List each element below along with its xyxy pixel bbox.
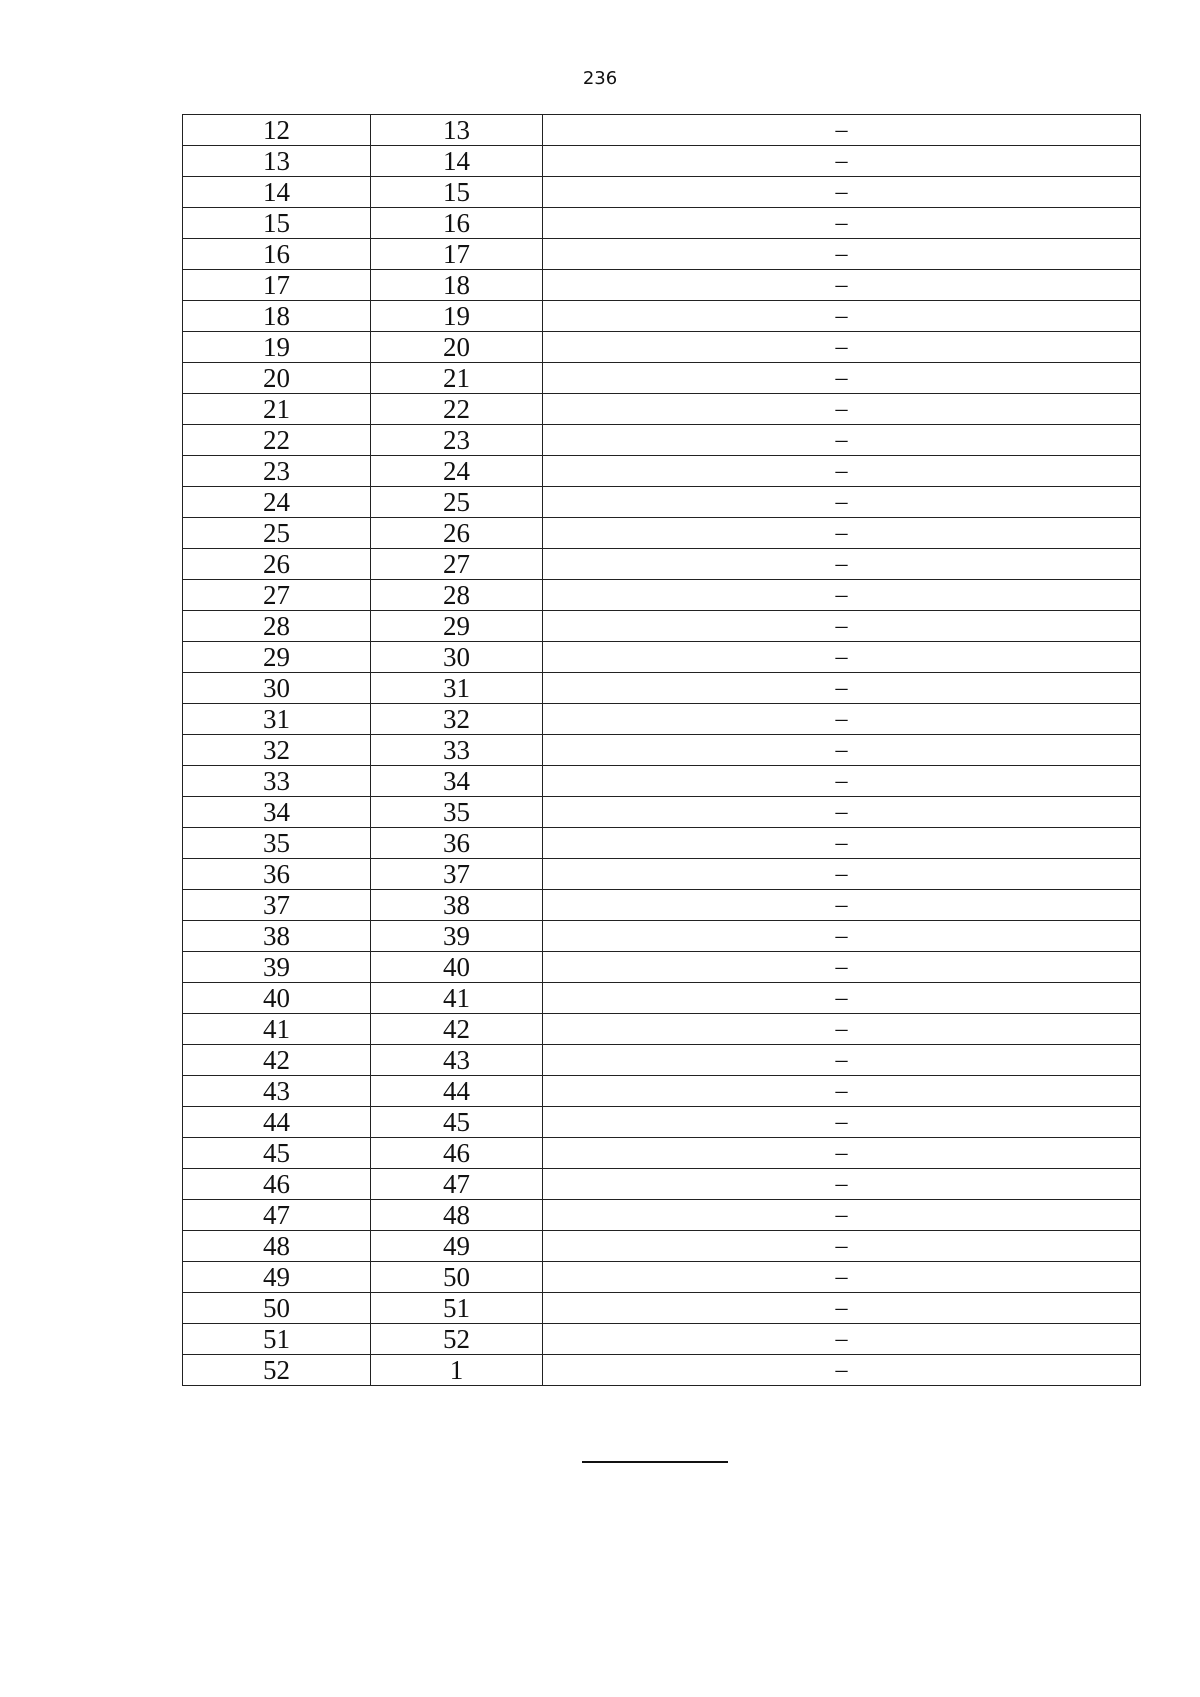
table-row bbox=[183, 1138, 1141, 1169]
dash-cell: – bbox=[543, 456, 1141, 487]
from-cell: 45 bbox=[183, 1138, 371, 1169]
from-cell: 38 bbox=[183, 921, 371, 952]
from-cell: 24 bbox=[183, 487, 371, 518]
dash-cell: – bbox=[543, 1107, 1141, 1138]
from-cell: 40 bbox=[183, 983, 371, 1014]
to-cell: 33 bbox=[371, 735, 543, 766]
dash-cell: – bbox=[543, 580, 1141, 611]
table-row bbox=[183, 1355, 1141, 1386]
dash-cell: – bbox=[543, 1169, 1141, 1200]
to-cell: 37 bbox=[371, 859, 543, 890]
from-cell: 15 bbox=[183, 208, 371, 239]
to-cell: 19 bbox=[371, 301, 543, 332]
table-row bbox=[183, 1200, 1141, 1231]
from-cell: 44 bbox=[183, 1107, 371, 1138]
to-cell: 36 bbox=[371, 828, 543, 859]
from-cell: 26 bbox=[183, 549, 371, 580]
table-row bbox=[183, 1169, 1141, 1200]
to-cell: 46 bbox=[371, 1138, 543, 1169]
from-cell: 13 bbox=[183, 146, 371, 177]
table-row bbox=[183, 146, 1141, 177]
dash-cell: – bbox=[543, 487, 1141, 518]
dash-cell: – bbox=[543, 766, 1141, 797]
to-cell: 28 bbox=[371, 580, 543, 611]
from-cell: 23 bbox=[183, 456, 371, 487]
from-cell: 49 bbox=[183, 1262, 371, 1293]
dash-cell: – bbox=[543, 983, 1141, 1014]
table-row bbox=[183, 270, 1141, 301]
table-row bbox=[183, 1231, 1141, 1262]
dash-cell: – bbox=[543, 363, 1141, 394]
from-cell: 35 bbox=[183, 828, 371, 859]
table-row bbox=[183, 828, 1141, 859]
dash-cell: – bbox=[543, 828, 1141, 859]
dash-cell: – bbox=[543, 1200, 1141, 1231]
to-cell: 45 bbox=[371, 1107, 543, 1138]
dash-cell: – bbox=[543, 1293, 1141, 1324]
dash-cell: – bbox=[543, 1231, 1141, 1262]
to-cell: 27 bbox=[371, 549, 543, 580]
from-cell: 21 bbox=[183, 394, 371, 425]
dash-cell: – bbox=[543, 549, 1141, 580]
dash-cell: – bbox=[543, 952, 1141, 983]
from-cell: 29 bbox=[183, 642, 371, 673]
from-cell: 25 bbox=[183, 518, 371, 549]
table-row bbox=[183, 363, 1141, 394]
to-cell: 26 bbox=[371, 518, 543, 549]
table-row bbox=[183, 518, 1141, 549]
dash-cell: – bbox=[543, 208, 1141, 239]
from-cell: 36 bbox=[183, 859, 371, 890]
table-row bbox=[183, 952, 1141, 983]
table-row bbox=[183, 859, 1141, 890]
to-cell: 44 bbox=[371, 1076, 543, 1107]
table-row bbox=[183, 735, 1141, 766]
to-cell: 34 bbox=[371, 766, 543, 797]
to-cell: 21 bbox=[371, 363, 543, 394]
dash-cell: – bbox=[543, 704, 1141, 735]
dash-cell: – bbox=[543, 1045, 1141, 1076]
from-cell: 30 bbox=[183, 673, 371, 704]
table-row bbox=[183, 921, 1141, 952]
from-cell: 39 bbox=[183, 952, 371, 983]
from-cell: 42 bbox=[183, 1045, 371, 1076]
table-row bbox=[183, 611, 1141, 642]
table-row bbox=[183, 301, 1141, 332]
from-cell: 18 bbox=[183, 301, 371, 332]
dash-cell: – bbox=[543, 1355, 1141, 1386]
to-cell: 15 bbox=[371, 177, 543, 208]
data-table bbox=[182, 114, 1141, 1386]
from-cell: 19 bbox=[183, 332, 371, 363]
dash-cell: – bbox=[543, 921, 1141, 952]
to-cell: 43 bbox=[371, 1045, 543, 1076]
table-row bbox=[183, 1293, 1141, 1324]
table-row bbox=[183, 983, 1141, 1014]
dash-cell: – bbox=[543, 1076, 1141, 1107]
dash-cell: – bbox=[543, 1262, 1141, 1293]
dash-cell: – bbox=[543, 1324, 1141, 1355]
to-cell: 48 bbox=[371, 1200, 543, 1231]
table-row bbox=[183, 332, 1141, 363]
to-cell: 18 bbox=[371, 270, 543, 301]
table-row bbox=[183, 456, 1141, 487]
from-cell: 46 bbox=[183, 1169, 371, 1200]
to-cell: 31 bbox=[371, 673, 543, 704]
dash-cell: – bbox=[543, 115, 1141, 146]
to-cell: 13 bbox=[371, 115, 543, 146]
table-row bbox=[183, 1262, 1141, 1293]
from-cell: 14 bbox=[183, 177, 371, 208]
dash-cell: – bbox=[543, 642, 1141, 673]
table-row bbox=[183, 580, 1141, 611]
to-cell: 47 bbox=[371, 1169, 543, 1200]
to-cell: 14 bbox=[371, 146, 543, 177]
table-row bbox=[183, 549, 1141, 580]
to-cell: 29 bbox=[371, 611, 543, 642]
to-cell: 20 bbox=[371, 332, 543, 363]
to-cell: 30 bbox=[371, 642, 543, 673]
table-row bbox=[183, 797, 1141, 828]
to-cell: 35 bbox=[371, 797, 543, 828]
table-row bbox=[183, 425, 1141, 456]
from-cell: 51 bbox=[183, 1324, 371, 1355]
to-cell: 16 bbox=[371, 208, 543, 239]
from-cell: 12 bbox=[183, 115, 371, 146]
from-cell: 43 bbox=[183, 1076, 371, 1107]
from-cell: 41 bbox=[183, 1014, 371, 1045]
to-cell: 17 bbox=[371, 239, 543, 270]
table-row bbox=[183, 487, 1141, 518]
from-cell: 33 bbox=[183, 766, 371, 797]
table-row bbox=[183, 1045, 1141, 1076]
table-row bbox=[183, 890, 1141, 921]
to-cell: 50 bbox=[371, 1262, 543, 1293]
table-row bbox=[183, 642, 1141, 673]
table-row bbox=[183, 704, 1141, 735]
dash-cell: – bbox=[543, 859, 1141, 890]
page-number: 236 bbox=[582, 68, 618, 89]
from-cell: 52 bbox=[183, 1355, 371, 1386]
from-cell: 48 bbox=[183, 1231, 371, 1262]
from-cell: 20 bbox=[183, 363, 371, 394]
dash-cell: – bbox=[543, 518, 1141, 549]
to-cell: 41 bbox=[371, 983, 543, 1014]
dash-cell: – bbox=[543, 270, 1141, 301]
dash-cell: – bbox=[543, 239, 1141, 270]
from-cell: 34 bbox=[183, 797, 371, 828]
dash-cell: – bbox=[543, 890, 1141, 921]
dash-cell: – bbox=[543, 301, 1141, 332]
to-cell: 25 bbox=[371, 487, 543, 518]
to-cell: 22 bbox=[371, 394, 543, 425]
to-cell: 38 bbox=[371, 890, 543, 921]
from-cell: 27 bbox=[183, 580, 371, 611]
to-cell: 1 bbox=[371, 1355, 543, 1386]
to-cell: 40 bbox=[371, 952, 543, 983]
dash-cell: – bbox=[543, 177, 1141, 208]
dash-cell: – bbox=[543, 611, 1141, 642]
to-cell: 51 bbox=[371, 1293, 543, 1324]
dash-cell: – bbox=[543, 425, 1141, 456]
footer-rule bbox=[582, 1461, 728, 1463]
to-cell: 24 bbox=[371, 456, 543, 487]
from-cell: 17 bbox=[183, 270, 371, 301]
dash-cell: – bbox=[543, 673, 1141, 704]
dash-cell: – bbox=[543, 1014, 1141, 1045]
to-cell: 32 bbox=[371, 704, 543, 735]
table-row bbox=[183, 766, 1141, 797]
table-row bbox=[183, 394, 1141, 425]
from-cell: 32 bbox=[183, 735, 371, 766]
table-row bbox=[183, 115, 1141, 146]
table-row bbox=[183, 673, 1141, 704]
table-row bbox=[183, 239, 1141, 270]
table-row bbox=[183, 208, 1141, 239]
from-cell: 31 bbox=[183, 704, 371, 735]
dash-cell: – bbox=[543, 332, 1141, 363]
table-row bbox=[183, 1076, 1141, 1107]
from-cell: 28 bbox=[183, 611, 371, 642]
table-row bbox=[183, 1014, 1141, 1045]
table-row bbox=[183, 1324, 1141, 1355]
dash-cell: – bbox=[543, 146, 1141, 177]
to-cell: 49 bbox=[371, 1231, 543, 1262]
to-cell: 23 bbox=[371, 425, 543, 456]
dash-cell: – bbox=[543, 394, 1141, 425]
table-row bbox=[183, 177, 1141, 208]
from-cell: 47 bbox=[183, 1200, 371, 1231]
to-cell: 42 bbox=[371, 1014, 543, 1045]
from-cell: 16 bbox=[183, 239, 371, 270]
from-cell: 22 bbox=[183, 425, 371, 456]
from-cell: 37 bbox=[183, 890, 371, 921]
to-cell: 39 bbox=[371, 921, 543, 952]
data-table-container bbox=[182, 114, 1140, 1386]
table-row bbox=[183, 1107, 1141, 1138]
dash-cell: – bbox=[543, 735, 1141, 766]
table-body bbox=[183, 115, 1141, 1386]
to-cell: 52 bbox=[371, 1324, 543, 1355]
dash-cell: – bbox=[543, 797, 1141, 828]
dash-cell: – bbox=[543, 1138, 1141, 1169]
from-cell: 50 bbox=[183, 1293, 371, 1324]
